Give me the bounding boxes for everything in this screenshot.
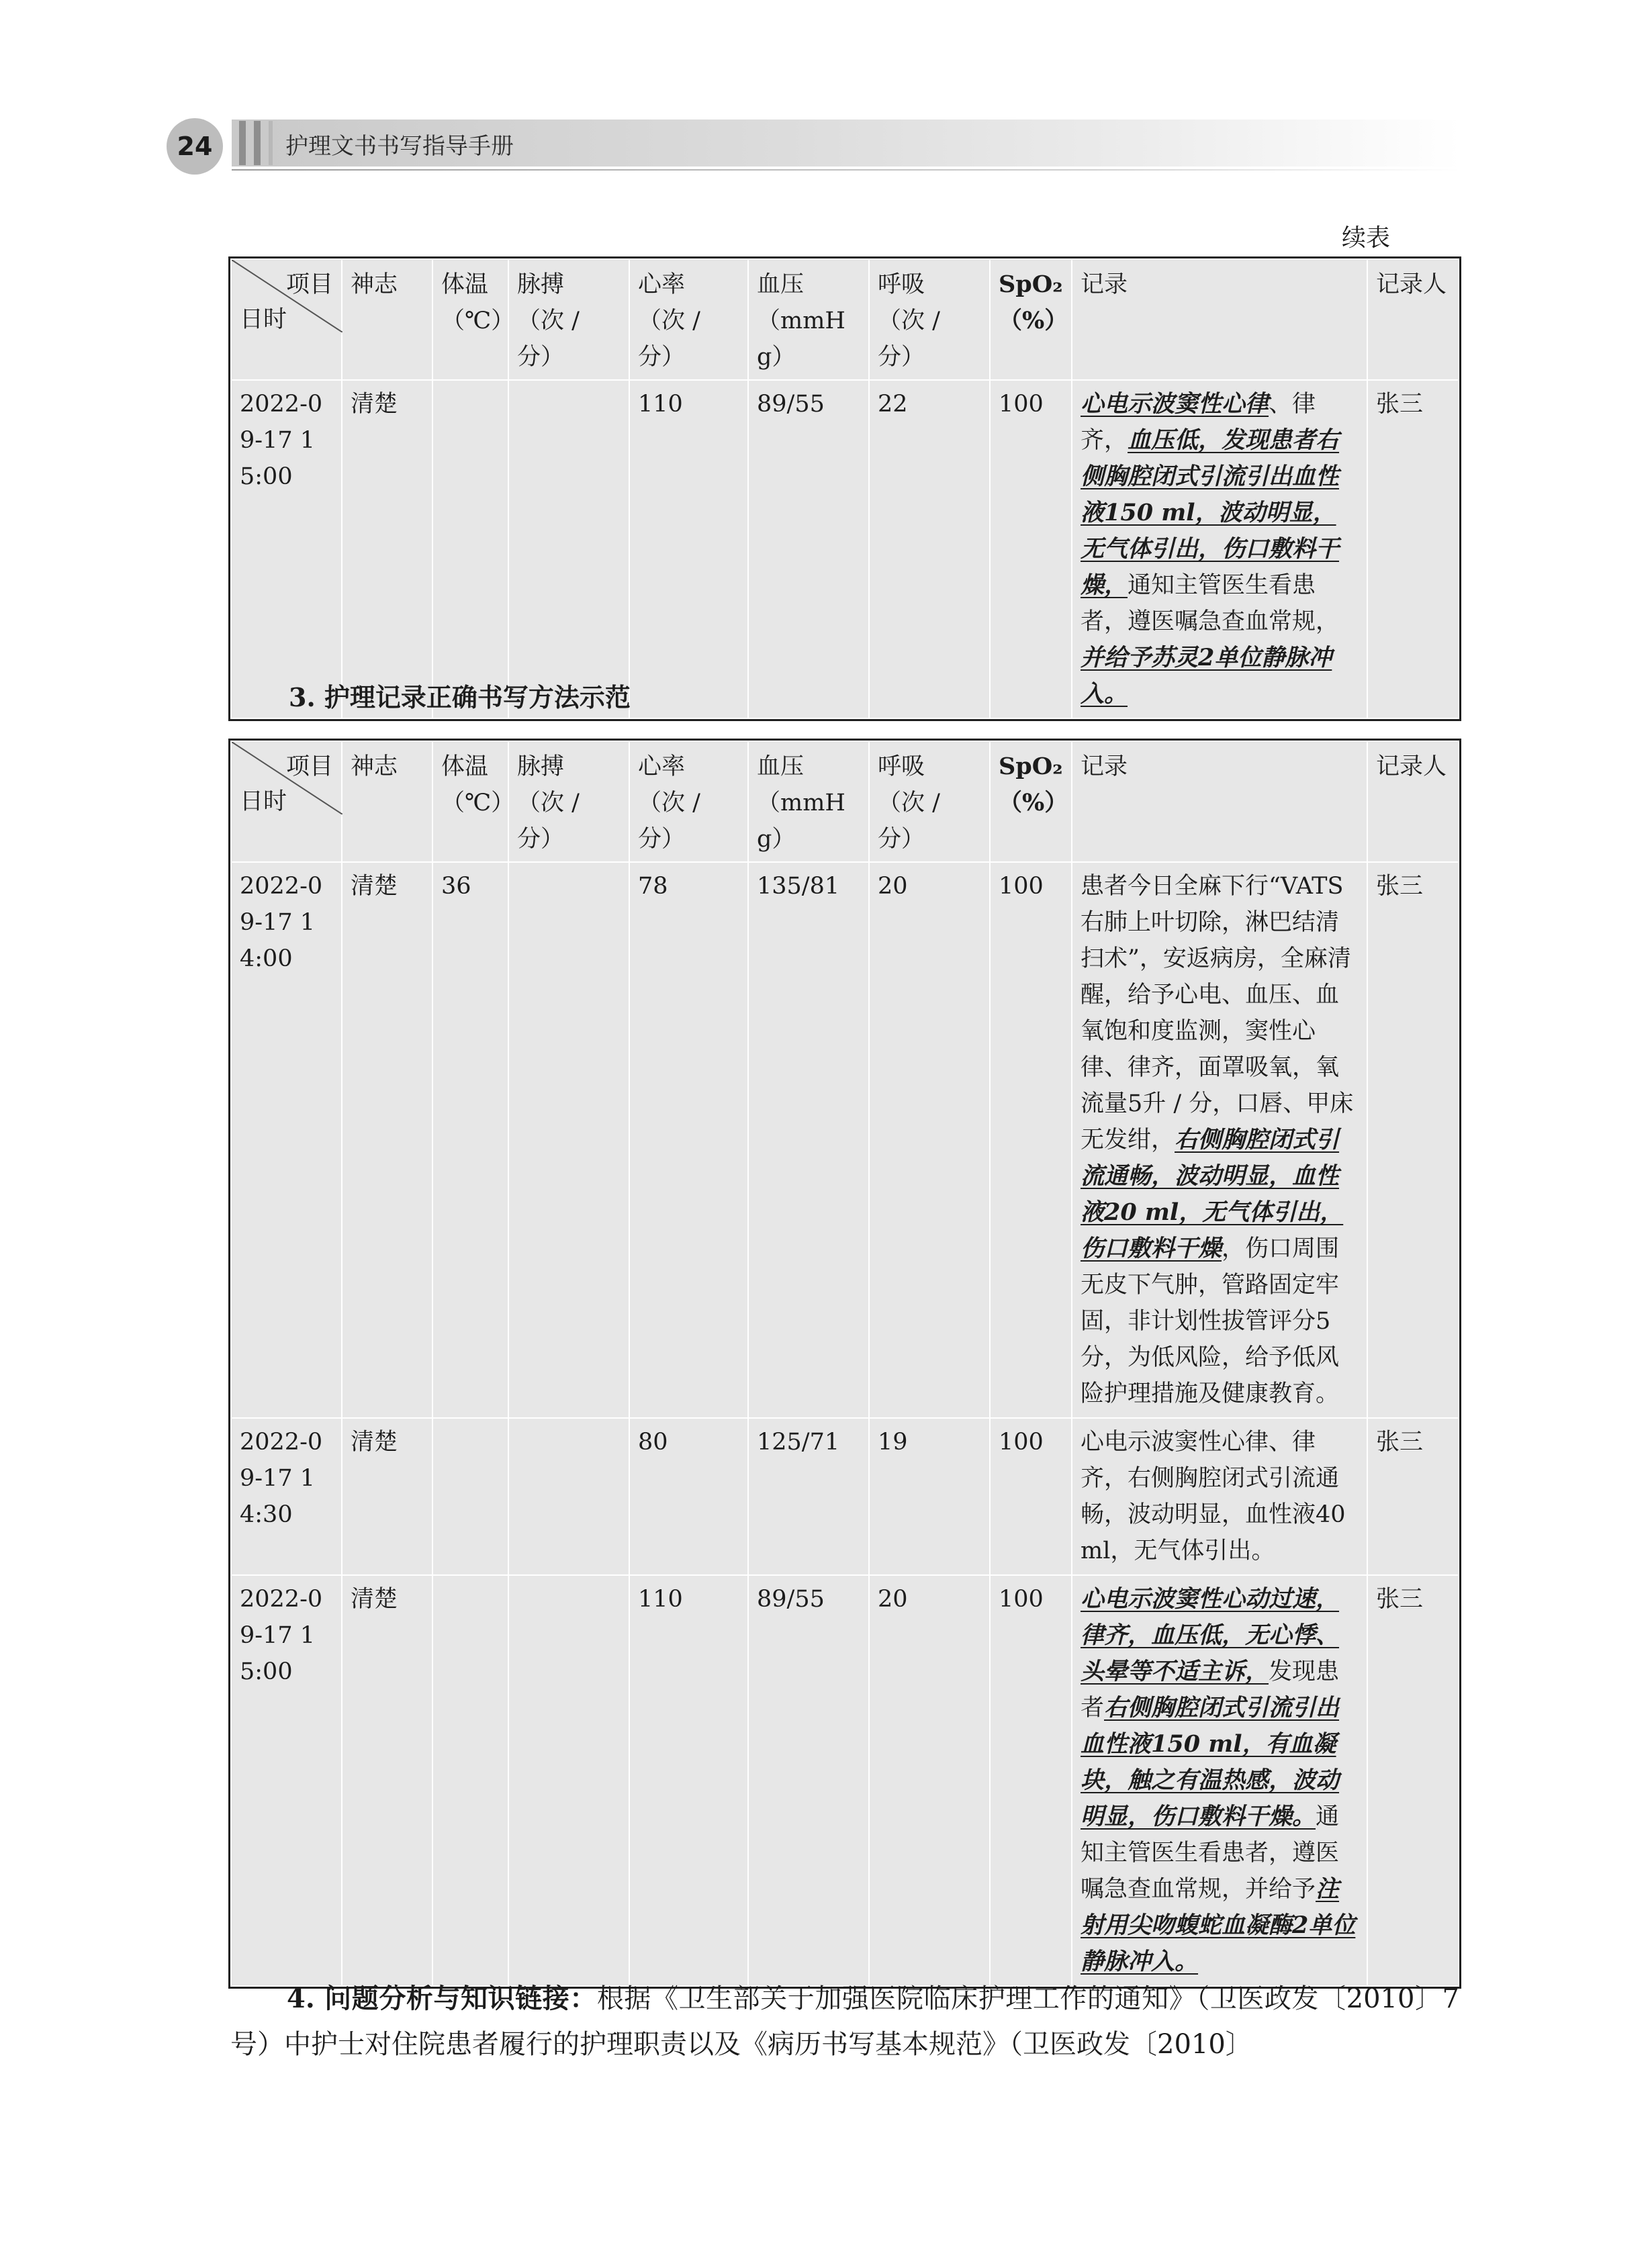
cell-pulse [508,1575,629,1986]
cell-heart-rate: 78 [629,862,748,1418]
record-segment: 右侧胸腔闭式引流通畅，波动明显，血性液20 ml，无气体引出，伤口敷料干燥 [1081,1126,1344,1262]
record-segment: 并给予苏灵2单位静脉冲入。 [1081,644,1332,708]
cell-datetime: 2022-09-17 15:00 [231,380,342,718]
header-datetime-label: 日时 [240,306,287,333]
cell-spo2: 100 [990,862,1072,1418]
cell-datetime: 2022-09-17 14:00 [231,862,342,1418]
cell-respiration: 19 [869,1418,990,1575]
cell-heart-rate: 110 [629,1575,748,1986]
header-item-label: 项目 [285,753,333,780]
cell-temperature: 36 [432,862,508,1418]
header-decor-bar [239,121,246,165]
header-datetime-label: 日时 [240,788,287,815]
record-segment: 血压低，发现患者右侧胸腔闭式引流引出血性液150 ml，波动明显，无气体引出，伤口敷料干燥， [1081,426,1340,599]
header-corner-cell [231,259,342,380]
section-4-text: 根据《卫生部关于加强医院临床护理工作的通知》（卫医政发〔2010〕7号）中护士对住院患者履行的护理职责以及《病历书写基本规范》（卫医政发〔2010〕 [230,1983,1459,2060]
table-row [231,380,1459,718]
cell-respiration: 22 [869,380,990,718]
cell-datetime: 2022-09-17 15:00 [231,1575,342,1986]
header-temperature: 体温 （℃） [432,741,508,862]
header-heart-rate: 心率 （次 / 分） [629,741,748,862]
cell-pulse [508,862,629,1418]
page-number: 24 [167,118,223,175]
header-consciousness: 神志 [342,259,432,380]
table-row [231,1575,1459,1986]
continued-table-label: 续表 [1342,224,1391,252]
cell-heart-rate: 80 [629,1418,748,1575]
cell-respiration: 20 [869,1575,990,1986]
nursing-record-table-correct-example [230,741,1459,1987]
record-segment: ，伤口周围无皮下气肿，管路固定牢固，非计划性拔管评分5分，为低风险，给予低风险护理措施及健康教育。 [1081,1235,1340,1407]
cell-spo2: 100 [990,1418,1072,1575]
header-pulse: 脉搏 （次 / 分） [508,741,629,862]
header-blood-pressure: 血压 （mmHg） [748,741,869,862]
header-recorder: 记录人 [1367,259,1459,380]
cell-recorder: 张三 [1367,862,1459,1418]
header-spo2: SpO₂ （%） [990,259,1072,380]
book-title: 护理文书书写指导手册 [285,133,514,160]
header-item-label: 项目 [285,271,333,298]
cell-blood-pressure: 125/71 [748,1418,869,1575]
record-segment: 注射用尖吻蝮蛇血凝酶2单位静脉冲入。 [1081,1875,1356,1975]
header-consciousness: 神志 [342,741,432,862]
record-segment: 心电示波窦性心律 [1081,390,1269,418]
record-segment: 患者今日全麻下行“VATS右肺上叶切除，淋巴结清扫术”，安返病房，全麻清醒，给予心电、血压、血氧饱和度监测，窦性心律、律齐，面罩吸氧，氧流量5升 / 分，口唇、甲床无发绀， [1081,873,1354,1153]
header-blood-pressure: 血压 （mmHg） [748,259,869,380]
header-decor-bar [254,121,261,165]
header-record: 记录 [1072,741,1367,862]
header-decor-bar [269,121,273,165]
cell-spo2: 100 [990,380,1072,718]
cell-record [1072,1418,1367,1575]
running-header-rule [232,169,1461,171]
header-spo2: SpO₂ （%） [990,741,1072,862]
cell-consciousness: 清楚 [342,380,432,718]
record-segment: 通知主管医生看患者，遵医嘱急查血常规，并给予 [1081,1803,1340,1903]
header-respiration: 呼吸 （次 / 分） [869,259,990,380]
header-corner-cell [231,741,342,862]
cell-heart-rate: 110 [629,380,748,718]
header-heart-rate: 心率 （次 / 分） [629,259,748,380]
header-record: 记录 [1072,259,1367,380]
section-4-lead: 4. 问题分析与知识链接： [287,1983,597,2014]
record-segment: 发现患者 [1081,1658,1340,1721]
header-recorder: 记录人 [1367,741,1459,862]
cell-temperature [432,380,508,718]
table-row [231,862,1459,1418]
record-segment: 心电示波窦性心律、律齐，右侧胸腔闭式引流通畅，波动明显，血性液40 ml，无气体引出。 [1081,1429,1346,1564]
cell-recorder: 张三 [1367,380,1459,718]
section-4-paragraph [230,1976,1459,2067]
table-row [231,1418,1459,1575]
cell-record [1072,862,1367,1418]
cell-temperature [432,1575,508,1986]
cell-consciousness: 清楚 [342,1575,432,1986]
cell-blood-pressure: 89/55 [748,380,869,718]
cell-spo2: 100 [990,1575,1072,1986]
cell-record [1072,380,1367,718]
cell-consciousness: 清楚 [342,1418,432,1575]
section-3-title: 3. 护理记录正确书写方法示范 [289,682,631,712]
record-segment: 、律齐， [1081,391,1316,454]
record-segment: 通知主管医生看患者，遵医嘱急查血常规， [1081,572,1340,635]
nursing-record-table-continued [230,258,1459,719]
header-respiration: 呼吸 （次 / 分） [869,741,990,862]
cell-blood-pressure: 135/81 [748,862,869,1418]
record-segment: 心电示波窦性心动过速，律齐，血压低，无心悸、头晕等不适主诉， [1081,1585,1340,1685]
cell-datetime: 2022-09-17 14:30 [231,1418,342,1575]
cell-blood-pressure: 89/55 [748,1575,869,1986]
record-segment: 右侧胸腔闭式引流引出血性液150 ml，有血凝块，触之有温热感，波动明显，伤口敷料干燥。 [1081,1694,1340,1830]
cell-record [1072,1575,1367,1986]
cell-consciousness: 清楚 [342,862,432,1418]
cell-respiration: 20 [869,862,990,1418]
cell-pulse [508,1418,629,1575]
cell-temperature [432,1418,508,1575]
header-temperature: 体温 （℃） [432,259,508,380]
cell-recorder: 张三 [1367,1575,1459,1986]
cell-pulse [508,380,629,718]
cell-recorder: 张三 [1367,1418,1459,1575]
header-pulse: 脉搏 （次 / 分） [508,259,629,380]
